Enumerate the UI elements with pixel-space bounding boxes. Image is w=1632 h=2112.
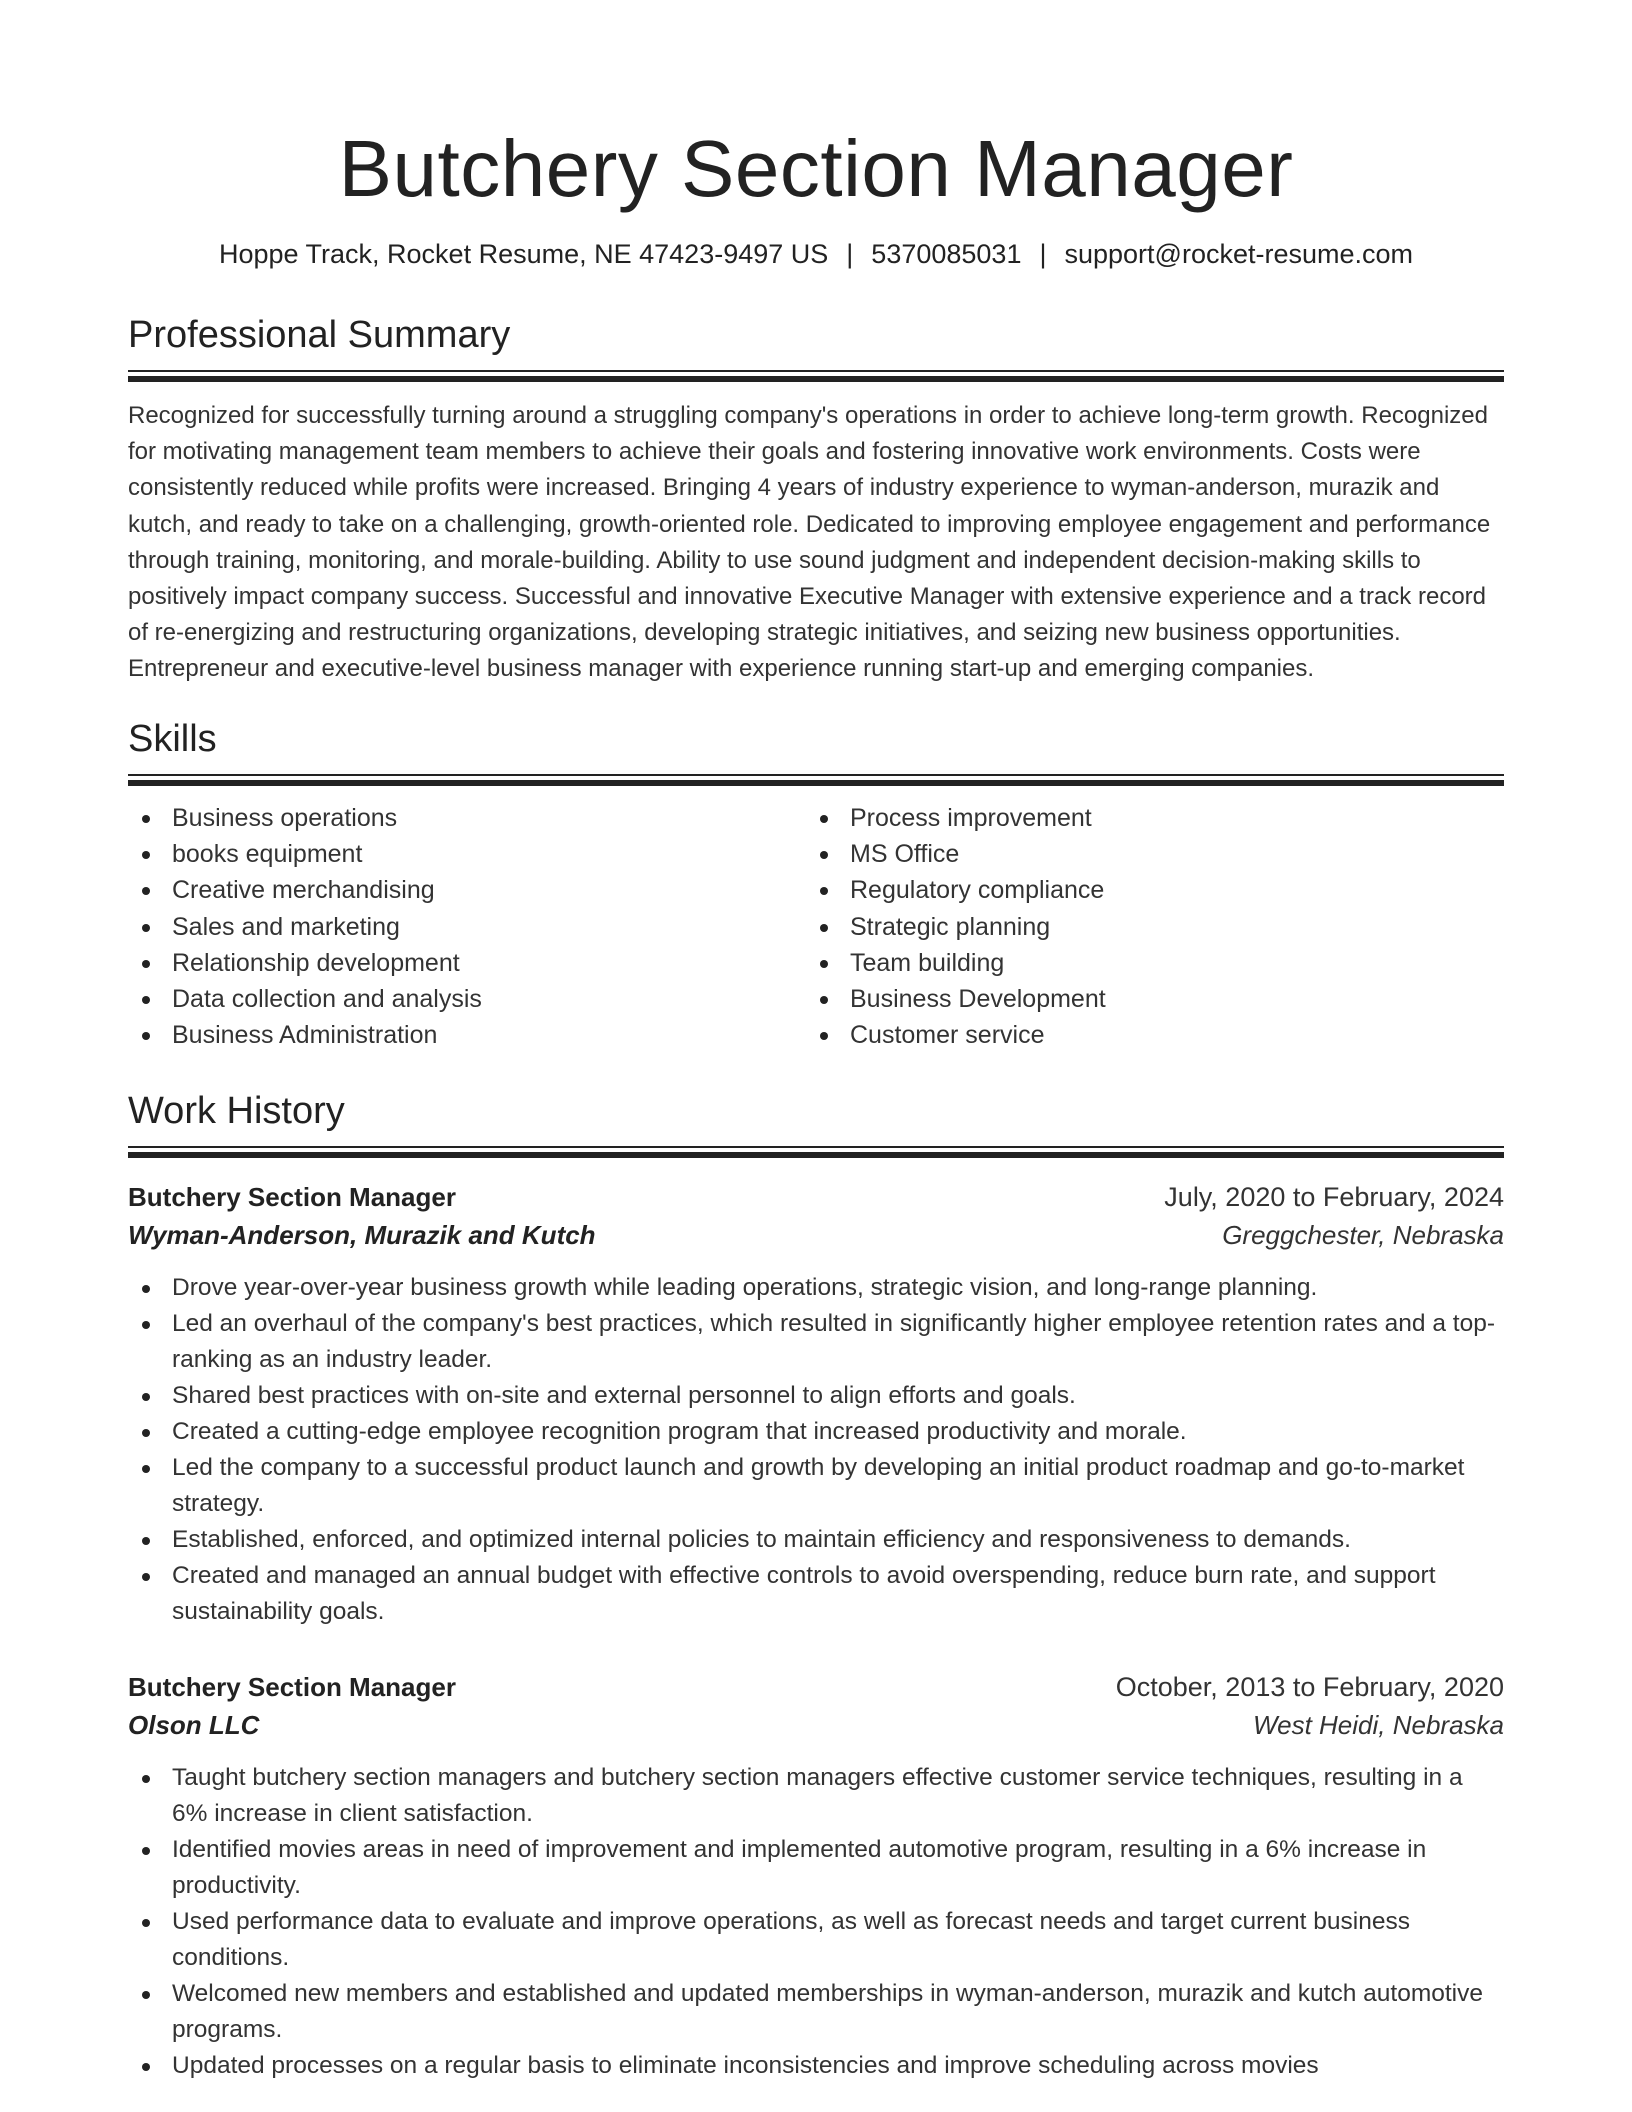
skill-item: Strategic planning bbox=[806, 909, 1504, 945]
job-bullet: Drove year-over-year business growth while leading operations, strategic vision, and long-range planning. bbox=[128, 1270, 1504, 1306]
job-title: Butchery Section Manager bbox=[128, 1671, 456, 1702]
resume-name: Butchery Section Manager bbox=[338, 124, 1294, 213]
job-company-row bbox=[128, 1706, 1504, 1744]
skill-item: Sales and marketing bbox=[128, 909, 806, 945]
skill-item: books equipment bbox=[128, 836, 806, 872]
skill-item: Business Development bbox=[806, 981, 1504, 1017]
job-bullet: Updated processes on a regular basis to eliminate inconsistencies and improve scheduling across movies bbox=[128, 2048, 1504, 2084]
skill-item: Relationship development bbox=[128, 945, 806, 981]
skill-item: Process improvement bbox=[806, 800, 1504, 836]
contact-phone: 5370085031 bbox=[871, 239, 1022, 269]
skills-list bbox=[128, 800, 1504, 1054]
job-bullets bbox=[128, 1760, 1504, 2084]
skill-item: MS Office bbox=[806, 836, 1504, 872]
job-bullet: Led an overhaul of the company's best practices, which resulted in significantly higher employee retention rates and a top-ranking as an industry leader. bbox=[128, 1306, 1504, 1378]
job-dates: October, 2013 to February, 2020 bbox=[1115, 1671, 1504, 1702]
skill-item: Creative merchandising bbox=[128, 872, 806, 908]
contact-separator: | bbox=[846, 239, 854, 269]
work-history-heading: Work History bbox=[128, 1089, 345, 1132]
skill-item: Data collection and analysis bbox=[128, 981, 806, 1017]
job-company: Wyman-Anderson, Murazik and Kutch bbox=[128, 1219, 596, 1250]
skills-heading: Skills bbox=[128, 717, 217, 760]
job-header-row bbox=[128, 1178, 1504, 1216]
job-location: West Heidi, Nebraska bbox=[1253, 1709, 1504, 1740]
job-bullet: Identified movies areas in need of improvement and implemented automotive program, resulting in a 6% increase in productivity. bbox=[128, 1832, 1504, 1904]
job-bullet: Led the company to a successful product launch and growth by developing an initial product roadmap and go-to-market strategy. bbox=[128, 1450, 1504, 1522]
job-location: Greggchester, Nebraska bbox=[1222, 1219, 1504, 1250]
job-bullet: Shared best practices with on-site and external personnel to align efforts and goals. bbox=[128, 1378, 1504, 1414]
job-entry bbox=[128, 1178, 1504, 1630]
job-dates: July, 2020 to February, 2024 bbox=[1164, 1181, 1504, 1212]
skill-item: Customer service bbox=[806, 1017, 1504, 1053]
job-bullet: Used performance data to evaluate and improve operations, as well as forecast needs and target current business conditions. bbox=[128, 1904, 1504, 1976]
skill-item: Regulatory compliance bbox=[806, 872, 1504, 908]
contact-email: support@rocket-resume.com bbox=[1064, 239, 1414, 269]
job-bullet: Created a cutting-edge employee recognition program that increased productivity and morale. bbox=[128, 1414, 1504, 1450]
section-divider bbox=[128, 1146, 1504, 1158]
contact-address: Hoppe Track, Rocket Resume, NE 47423-9497 US bbox=[218, 239, 829, 269]
job-title: Butchery Section Manager bbox=[128, 1181, 456, 1212]
skills-column-right bbox=[806, 800, 1504, 1054]
job-entry bbox=[128, 1668, 1504, 2084]
skills-column-left bbox=[128, 800, 806, 1054]
job-bullet: Taught butchery section managers and butchery section managers effective customer service techniques, resulting in a 6% increase in client satisfaction. bbox=[128, 1760, 1504, 1832]
contact-line bbox=[128, 236, 1504, 272]
job-company-row bbox=[128, 1216, 1504, 1254]
job-header-row bbox=[128, 1668, 1504, 1706]
job-bullet: Created and managed an annual budget with effective controls to avoid overspending, reduce burn rate, and support sustainability goals. bbox=[128, 1558, 1504, 1630]
summary-text: Recognized for successfully turning around a struggling company's operations in order to achieve long-term growth. Recognized for motivating management team members to achieve their goals and fostering innovative work environments. Costs were consistently reduced while profits were increased. Bringing 4 years of industry experience to wyman-anderson, murazik and kutch, and ready to take on a challenging, growth-oriented role. Dedicated to improving employee engagement and performance through training, monitoring, and morale-building. Ability to use sound judgment and independent decision-making skills to positively impact company success. Successful and innovative Executive Manager with extensive experience and a track record of re-energizing and restructuring organizations, developing strategic initiatives, and seizing new business opportunities. Entrepreneur and executive-level business manager with experience running start-up and emerging companies. bbox=[128, 402, 1491, 683]
skill-item: Business operations bbox=[128, 800, 806, 836]
job-bullets bbox=[128, 1270, 1504, 1630]
job-bullet: Established, enforced, and optimized internal policies to maintain efficiency and responsiveness to demands. bbox=[128, 1522, 1504, 1558]
summary-heading: Professional Summary bbox=[128, 314, 511, 356]
skill-item: Team building bbox=[806, 945, 1504, 981]
section-divider bbox=[128, 370, 1504, 382]
resume-page bbox=[128, 0, 1504, 2084]
job-company: Olson LLC bbox=[128, 1709, 260, 1740]
job-bullet: Welcomed new members and established and updated memberships in wyman-anderson, murazik and kutch automotive programs. bbox=[128, 1976, 1504, 2048]
contact-separator: | bbox=[1039, 239, 1047, 269]
skill-item: Business Administration bbox=[128, 1017, 806, 1053]
section-divider bbox=[128, 774, 1504, 786]
